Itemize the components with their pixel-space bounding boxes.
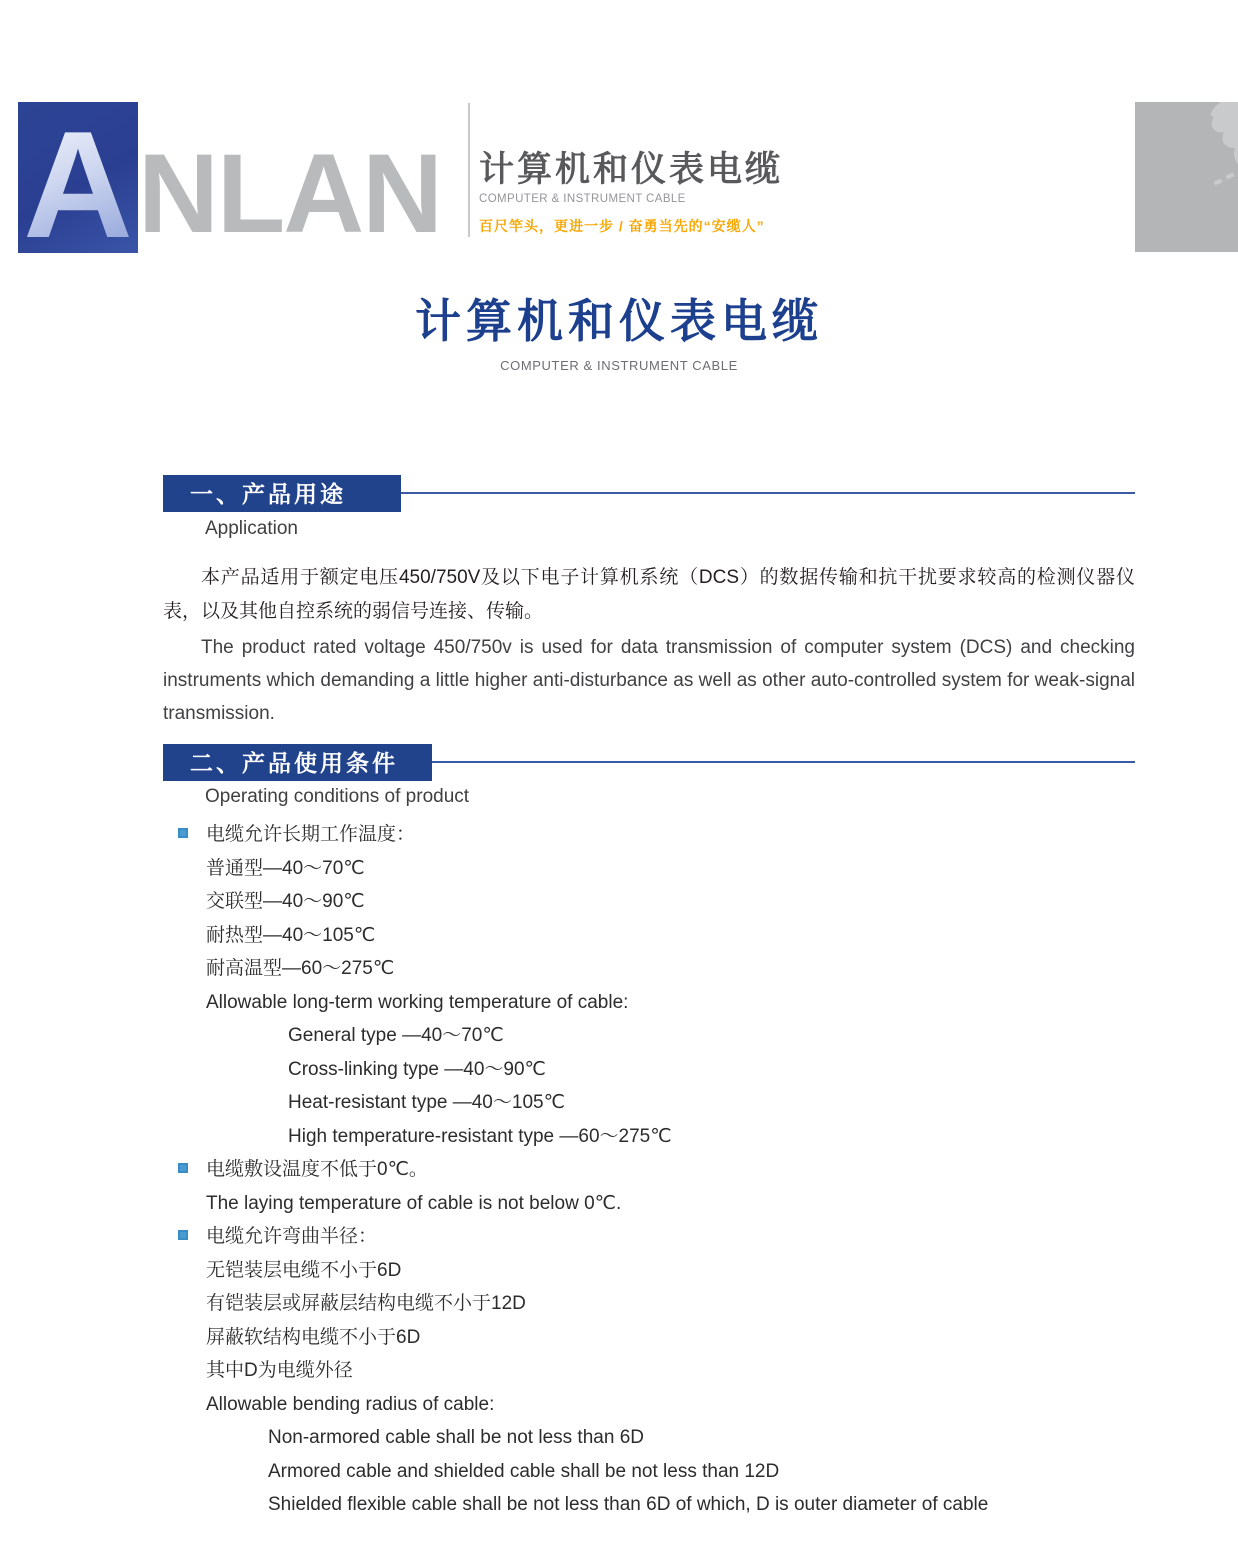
list-item-text: Allowable bending radius of cable: <box>206 1393 495 1415</box>
page-subtitle: COMPUTER & INSTRUMENT CABLE <box>500 358 738 373</box>
logo-text: NLAN <box>138 131 442 256</box>
section-2-heading-bar: 二、产品使用条件 <box>163 744 432 781</box>
application-paragraph-cn: 本产品适用于额定电压450/750V及以下电子计算机系统（DCS）的数据传输和抗干扰要求较高的检测仪器仪表，以及其他自控系统的弱信号连接、传输。 <box>163 567 1135 622</box>
list-item <box>163 852 1135 886</box>
brand-product-title-en: COMPUTER & INSTRUMENT CABLE <box>479 193 686 205</box>
list-item-text: 交联型—40～90℃ <box>206 891 365 912</box>
list-item <box>163 1488 1135 1522</box>
list-item-text: 有铠装层或屏蔽层结构电缆不小于12D <box>206 1293 526 1314</box>
list-item <box>163 1187 1135 1221</box>
list-item-text: Non-armored cable shall be not less than 6D <box>268 1427 644 1448</box>
list-item <box>163 952 1135 986</box>
leaf-decoration-icon <box>1136 102 1238 252</box>
list-item-text: 无铠装层电缆不小于6D <box>206 1259 402 1281</box>
list-item-text: 电缆敷设温度不低于0℃。 <box>206 1159 428 1180</box>
list-item-text: Armored cable and shielded cable shall be not less than 12D <box>268 1460 780 1482</box>
list-item <box>163 1086 1135 1120</box>
hero-block <box>0 293 1238 373</box>
list-item <box>163 818 1135 852</box>
list-item-text: Allowable long-term working temperature of cable: <box>206 991 629 1013</box>
brand-text-block <box>479 148 1039 236</box>
list-item-text: 电缆允许长期工作温度： <box>206 824 416 845</box>
list-item-text: 耐高温型—60～275℃ <box>206 958 395 979</box>
application-paragraph-en: The product rated voltage 450/750v is used for data transmission of computer system (DCS) and checking instruments which demanding a little higher anti-disturbance as well as other auto-controlled system for weak-signal transmission. <box>163 637 1135 724</box>
list-item <box>163 1019 1135 1053</box>
list-item-text: 耐热型—40～105℃ <box>206 924 376 946</box>
list-item <box>163 1220 1135 1254</box>
list-item <box>163 1153 1135 1187</box>
header-divider <box>468 103 470 237</box>
section-1-heading-bar: 一、产品用途 <box>163 475 401 512</box>
list-item <box>163 1321 1135 1355</box>
section-2-heading-rule <box>420 761 1135 763</box>
list-item <box>163 1120 1135 1154</box>
page-title: 计算机和仪表电缆 <box>415 295 823 347</box>
list-item-text: Heat-resistant type —40～105℃ <box>288 1092 565 1113</box>
brand-slogan: 百尺竿头，更进一步 / 奋勇当先的“安缆人” <box>479 218 765 234</box>
list-item-text: Cross-linking type —40～90℃ <box>288 1058 546 1080</box>
list-item-text: 其中D为电缆外径 <box>206 1360 353 1381</box>
brand-product-title-cn: 计算机和仪表电缆 <box>479 150 784 189</box>
section-1-heading-en: Application <box>205 518 298 539</box>
list-item-text: Shielded flexible cable shall be not less than 6D of which, D is outer diameter of cable <box>268 1494 989 1515</box>
logo-mark <box>18 100 138 270</box>
list-item <box>163 1053 1135 1087</box>
list-item-text: The laying temperature of cable is not below 0℃. <box>206 1192 622 1214</box>
section-1-heading-rule <box>390 492 1135 494</box>
section-2-heading-en: Operating conditions of product <box>205 786 470 807</box>
list-item <box>163 986 1135 1020</box>
list-item <box>163 1287 1135 1321</box>
list-item <box>163 1254 1135 1288</box>
list-item-text: High temperature-resistant type —60～275℃ <box>288 1125 672 1147</box>
list-item-text: 屏蔽软结构电缆不小于6D <box>206 1326 421 1348</box>
list-item <box>163 885 1135 919</box>
bullet-square-icon <box>178 1230 188 1240</box>
list-item <box>163 919 1135 953</box>
list-item-text: 电缆允许弯曲半径： <box>206 1226 378 1247</box>
list-item-text: General type —40～70℃ <box>288 1025 504 1046</box>
header-photo <box>1135 102 1238 252</box>
list-item <box>163 1354 1135 1388</box>
bullet-square-icon <box>178 828 188 838</box>
list-item <box>163 1455 1135 1489</box>
logo-a-icon: A <box>23 100 133 270</box>
bullet-square-icon <box>178 1163 188 1173</box>
list-item <box>163 1388 1135 1422</box>
list-item-text: 普通型—40～70℃ <box>206 857 365 879</box>
list-item <box>163 1421 1135 1455</box>
conditions-list <box>163 818 1135 1522</box>
